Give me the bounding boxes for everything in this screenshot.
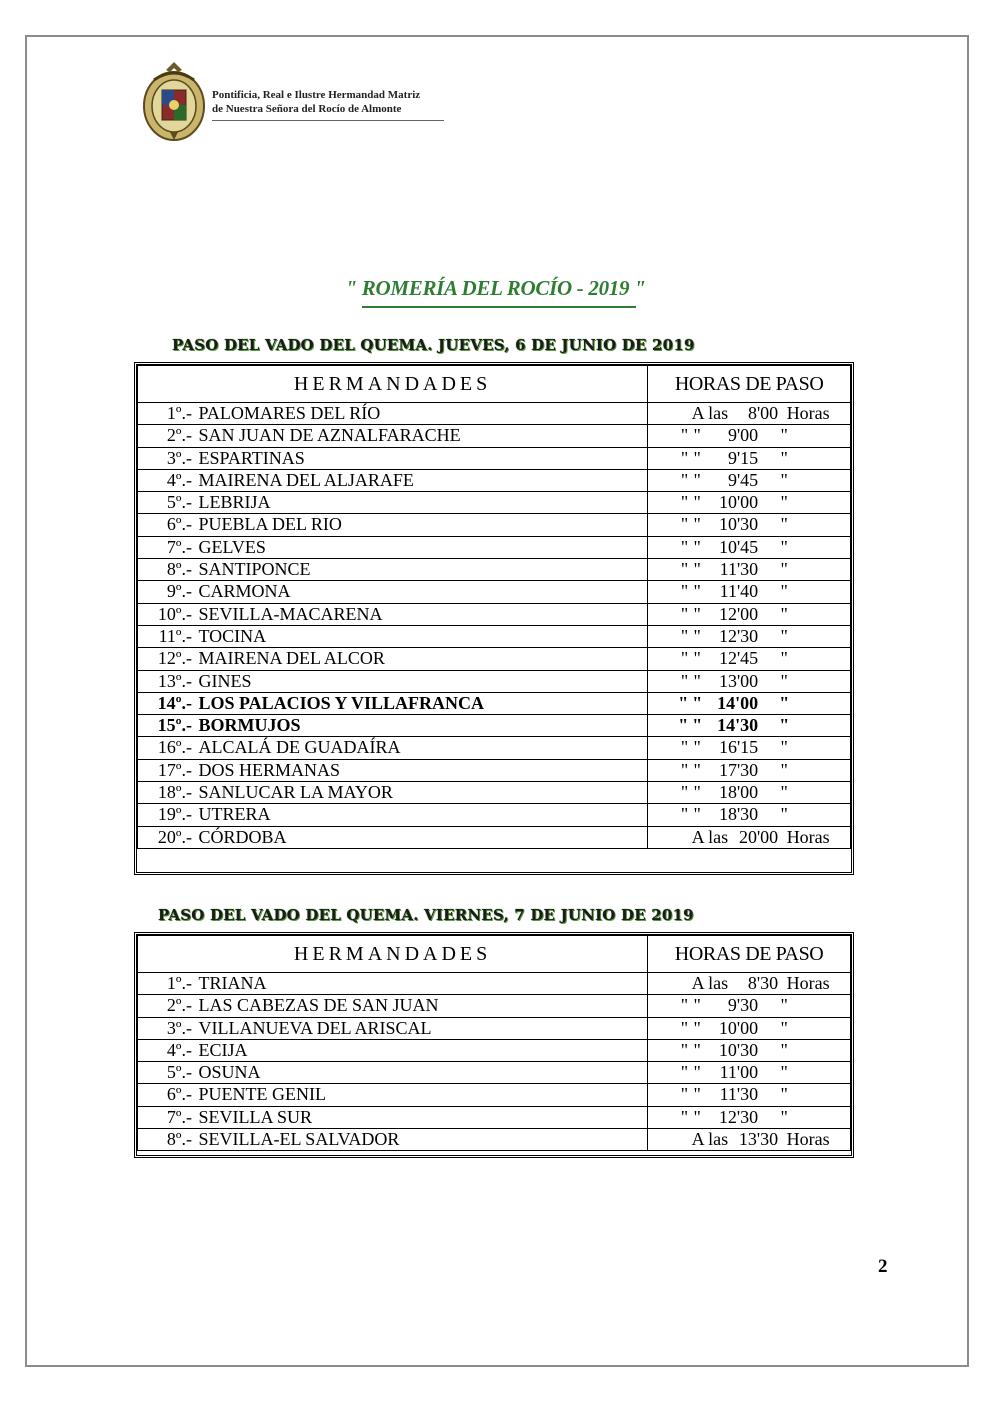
ditto-mark: "	[780, 1106, 788, 1127]
table-row	[138, 1017, 851, 1039]
ditto-mark: "	[680, 425, 689, 446]
ditto-mark: "	[780, 514, 788, 535]
ditto-mark: "	[680, 625, 689, 646]
hermandad-cell	[138, 995, 648, 1017]
time-value: 10'00	[718, 492, 759, 513]
hermandad-name: MAIRENA DEL ALCOR	[198, 648, 385, 669]
hermandad-name: GINES	[198, 670, 252, 691]
hermandad-name: LAS CABEZAS DE SAN JUAN	[198, 995, 439, 1016]
ditto-mark: "	[680, 670, 689, 691]
table-row	[138, 603, 851, 625]
hermandad-cell	[138, 737, 648, 759]
ditto-mark: "	[779, 715, 790, 736]
table-row	[138, 737, 851, 759]
time-value: 13'30	[738, 1129, 779, 1150]
row-number: 5º.-	[166, 492, 192, 513]
schedule-rows	[138, 973, 851, 1151]
time-value: 14'00	[717, 692, 759, 713]
ditto-mark: "	[693, 581, 701, 602]
hermandad-cell	[138, 1017, 648, 1039]
passing-time-cell	[648, 1106, 851, 1128]
hermandad-name: PUEBLA DEL RIO	[198, 514, 342, 535]
hermandad-cell	[138, 759, 648, 781]
hermandad-name: TOCINA	[198, 625, 267, 646]
table-row	[138, 1084, 851, 1106]
ditto-mark: "	[680, 1017, 689, 1038]
hermandad-cell	[138, 692, 648, 714]
passing-time-cell	[648, 536, 851, 558]
time-value: 12'00	[718, 603, 759, 624]
ditto-mark: "	[780, 1084, 788, 1105]
column-header-horas-de-paso: HORAS DE PASO	[648, 936, 851, 973]
hermandad-name: SANLUCAR LA MAYOR	[198, 782, 393, 803]
time-value: 11'30	[719, 1084, 759, 1105]
row-number: 2º.-	[166, 425, 192, 446]
ditto-mark: "	[680, 581, 689, 602]
table-row	[138, 1129, 851, 1151]
ditto-mark: "	[780, 469, 788, 490]
row-number: 17º.-	[157, 759, 192, 780]
hermandad-cell	[138, 973, 648, 995]
hermandad-name: DOS HERMANAS	[198, 759, 341, 780]
ditto-mark: "	[680, 492, 689, 513]
ditto-mark: "	[693, 737, 701, 758]
table-row	[138, 425, 851, 447]
ditto-mark: "	[780, 581, 788, 602]
passing-time-cell	[648, 514, 851, 536]
ditto-mark: "	[680, 759, 689, 780]
row-number: 6º.-	[166, 514, 192, 535]
hermandad-cell	[138, 1062, 648, 1084]
table-row	[138, 715, 851, 737]
ditto-mark: "	[693, 995, 701, 1016]
hermandad-cell	[138, 536, 648, 558]
hermandad-cell	[138, 782, 648, 804]
table-row	[138, 625, 851, 647]
time-value: 11'40	[719, 581, 759, 602]
hermandad-name: PUENTE GENIL	[198, 1084, 326, 1105]
row-number: 3º.-	[166, 1017, 192, 1038]
ditto-mark: "	[692, 715, 703, 736]
table-row	[138, 804, 851, 826]
ditto-mark: "	[693, 514, 701, 535]
hermandad-name: TRIANA	[198, 973, 267, 993]
ditto-mark: "	[693, 559, 701, 580]
hermandad-cell	[138, 492, 648, 514]
hermandad-cell	[138, 804, 648, 826]
ditto-mark: "	[680, 804, 689, 825]
ditto-mark: "	[693, 1062, 701, 1083]
hermandad-name: UTRERA	[198, 804, 271, 825]
hermandad-name: BORMUJOS	[198, 715, 301, 736]
ditto-mark: "	[693, 670, 701, 691]
passing-time-cell	[648, 425, 851, 447]
row-number: 7º.-	[166, 1106, 192, 1127]
hermandad-name: VILLANUEVA DEL ARISCAL	[198, 1017, 432, 1038]
row-number: 7º.-	[166, 536, 192, 557]
time-suffix: Horas	[786, 826, 830, 847]
table-row	[138, 782, 851, 804]
ditto-mark: "	[680, 603, 689, 624]
passing-time-cell	[648, 648, 851, 670]
ditto-mark: "	[693, 1084, 701, 1105]
row-number: 8º.-	[166, 1129, 192, 1150]
row-number: 1º.-	[166, 403, 192, 423]
ditto-mark: "	[680, 514, 689, 535]
table-row	[138, 447, 851, 469]
ditto-mark: "	[780, 737, 788, 758]
time-value: 9'30	[727, 995, 759, 1016]
column-header-hermandades: HERMANDADES	[138, 366, 648, 403]
ditto-mark: "	[780, 1062, 788, 1083]
ditto-mark: "	[680, 1084, 689, 1105]
hermandad-cell	[138, 670, 648, 692]
ditto-mark: "	[680, 1106, 689, 1127]
row-number: 18º.-	[157, 782, 192, 803]
ditto-mark: "	[780, 1017, 788, 1038]
ditto-mark: "	[680, 559, 689, 580]
row-number: 12º.-	[157, 648, 192, 669]
hermandad-cell	[138, 447, 648, 469]
row-number: 8º.-	[166, 559, 192, 580]
hermandad-cell	[138, 603, 648, 625]
hermandad-name: LOS PALACIOS Y VILLAFRANCA	[198, 692, 485, 713]
schedule-table-friday	[134, 932, 854, 1158]
ditto-mark: "	[693, 625, 701, 646]
hermandad-name: GELVES	[198, 536, 266, 557]
hermandad-cell	[138, 715, 648, 737]
ditto-mark: "	[680, 469, 689, 490]
hermandad-name: PALOMARES DEL RÍO	[198, 403, 381, 423]
row-number: 20º.-	[157, 826, 192, 847]
section-heading-thursday: PASO DEL VADO DEL QUEMA. JUEVES, 6 DE JUNIO DE 2019	[172, 336, 695, 354]
time-value: 14'30	[717, 715, 759, 736]
hermandad-name: ALCALÁ DE GUADAÍRA	[198, 737, 401, 758]
table-row	[138, 536, 851, 558]
hermandad-name: ESPARTINAS	[198, 447, 305, 468]
passing-time-cell	[648, 737, 851, 759]
hermandad-name: CÓRDOBA	[198, 826, 287, 847]
ditto-mark: "	[693, 469, 701, 490]
hermandad-cell	[138, 425, 648, 447]
time-value: 9'15	[727, 447, 759, 468]
passing-time-cell	[648, 1062, 851, 1084]
row-number: 2º.-	[166, 995, 192, 1016]
hermandad-cell	[138, 581, 648, 603]
hermandad-cell	[138, 1106, 648, 1128]
table-row	[138, 826, 851, 848]
time-value: 11'00	[719, 1062, 759, 1083]
hermandad-name: SANTIPONCE	[198, 559, 311, 580]
ditto-mark: "	[780, 625, 788, 646]
ditto-mark: "	[780, 804, 788, 825]
hermandad-cell	[138, 514, 648, 536]
ditto-mark: "	[680, 737, 689, 758]
hermandad-name: MAIRENA DEL ALJARAFE	[198, 469, 414, 490]
hermandad-crest-logo	[142, 60, 206, 144]
ditto-mark: "	[680, 1039, 689, 1060]
ditto-mark: "	[680, 447, 689, 468]
passing-time-cell	[648, 581, 851, 603]
time-value: 10'45	[718, 536, 759, 557]
hermandad-cell	[138, 1084, 648, 1106]
ditto-mark: "	[780, 759, 788, 780]
ditto-mark: "	[678, 715, 689, 736]
hermandad-name: SAN JUAN DE AZNALFARACHE	[198, 425, 461, 446]
passing-time-cell	[648, 403, 851, 425]
time-value: 10'30	[718, 514, 759, 535]
ditto-mark: "	[779, 692, 790, 713]
passing-time-cell	[648, 692, 851, 714]
hermandad-name: LEBRIJA	[198, 492, 271, 513]
time-value: 13'00	[718, 670, 759, 691]
time-value: 20'00	[738, 826, 779, 847]
row-number: 1º.-	[166, 973, 192, 993]
organization-name-line2: de Nuestra Señora del Rocío de Almonte	[212, 103, 402, 115]
ditto-mark: "	[780, 559, 788, 580]
ditto-mark: "	[780, 447, 788, 468]
table-row	[138, 492, 851, 514]
column-header-hermandades: HERMANDADES	[138, 936, 648, 973]
time-suffix: Horas	[786, 1129, 830, 1150]
passing-time-cell	[648, 1129, 851, 1151]
ditto-mark: "	[693, 782, 701, 803]
row-number: 16º.-	[157, 737, 192, 758]
row-number: 4º.-	[166, 1039, 192, 1060]
row-number: 3º.-	[166, 447, 192, 468]
ditto-mark: "	[680, 782, 689, 803]
time-value: 17'30	[718, 759, 759, 780]
row-number: 11º.-	[158, 625, 192, 646]
passing-time-cell	[648, 1039, 851, 1061]
ditto-mark: "	[693, 648, 701, 669]
passing-time-cell	[648, 715, 851, 737]
passing-time-cell	[648, 469, 851, 491]
time-value: 11'30	[719, 559, 759, 580]
ditto-mark: "	[693, 759, 701, 780]
time-value: 12'30	[718, 1106, 759, 1127]
ditto-mark: "	[780, 492, 788, 513]
ditto-mark: "	[693, 603, 701, 624]
hermandad-name: CARMONA	[198, 581, 291, 602]
time-value: 8'00	[747, 403, 779, 423]
passing-time-cell	[648, 759, 851, 781]
row-number: 13º.-	[157, 670, 192, 691]
time-value: 12'30	[718, 625, 759, 646]
column-header-horas-de-paso: HORAS DE PASO	[648, 366, 851, 403]
hermandad-cell	[138, 1129, 648, 1151]
page-number: 2	[878, 1256, 888, 1277]
document-title: " ROMERÍA DEL ROCÍO - 2019 "	[345, 276, 646, 300]
title-underline	[362, 306, 636, 308]
passing-time-cell	[648, 804, 851, 826]
passing-time-cell	[648, 559, 851, 581]
passing-time-cell	[648, 670, 851, 692]
passing-time-cell	[648, 782, 851, 804]
time-suffix: Horas	[786, 973, 830, 993]
row-number: 5º.-	[166, 1062, 192, 1083]
passing-time-cell	[648, 1084, 851, 1106]
row-number: 9º.-	[166, 581, 192, 602]
ditto-mark: "	[780, 670, 788, 691]
ditto-mark: "	[780, 782, 788, 803]
passing-time-cell	[648, 973, 851, 995]
table-row	[138, 403, 851, 425]
time-value: 18'00	[718, 782, 759, 803]
row-number: 10º.-	[157, 603, 192, 624]
time-value: 18'30	[718, 804, 759, 825]
ditto-mark: "	[692, 692, 703, 713]
table-row	[138, 648, 851, 670]
passing-time-cell	[648, 603, 851, 625]
passing-time-cell	[648, 1017, 851, 1039]
table-row	[138, 670, 851, 692]
hermandad-name: SEVILLA-EL SALVADOR	[198, 1129, 400, 1150]
schedule-rows	[138, 403, 851, 849]
ditto-mark: "	[680, 648, 689, 669]
table-row	[138, 973, 851, 995]
hermandad-cell	[138, 648, 648, 670]
time-value: 10'00	[718, 1017, 759, 1038]
ditto-mark: "	[780, 1039, 788, 1060]
ditto-mark: "	[780, 995, 788, 1016]
row-number: 6º.-	[166, 1084, 192, 1105]
table-row	[138, 995, 851, 1017]
table-row	[138, 514, 851, 536]
table-row	[138, 1106, 851, 1128]
section-heading-friday: PASO DEL VADO DEL QUEMA. VIERNES, 7 DE JUNIO DE 2019	[158, 906, 694, 924]
passing-time-cell	[648, 625, 851, 647]
hermandad-cell	[138, 469, 648, 491]
ditto-mark: "	[693, 447, 701, 468]
ditto-mark: "	[780, 603, 788, 624]
organization-name	[212, 88, 442, 116]
ditto-mark: "	[693, 492, 701, 513]
ditto-mark: "	[693, 1106, 701, 1127]
ditto-mark: "	[680, 536, 689, 557]
row-number: 15º.-	[157, 715, 192, 736]
hermandad-name: SEVILLA SUR	[198, 1106, 313, 1127]
hermandad-name: OSUNA	[198, 1062, 261, 1083]
time-prefix: A las	[691, 973, 729, 993]
ditto-mark: "	[693, 1017, 701, 1038]
ditto-mark: "	[780, 425, 788, 446]
hermandad-name: ECIJA	[198, 1039, 248, 1060]
ditto-mark: "	[693, 425, 701, 446]
table-row	[138, 469, 851, 491]
time-value: 10'30	[718, 1039, 759, 1060]
time-prefix: A las	[691, 403, 729, 423]
header-rule	[212, 120, 444, 121]
table-row	[138, 692, 851, 714]
hermandad-cell	[138, 559, 648, 581]
ditto-mark: "	[780, 536, 788, 557]
time-value: 12'45	[718, 648, 759, 669]
row-number: 19º.-	[157, 804, 192, 825]
ditto-mark: "	[693, 536, 701, 557]
row-number: 4º.-	[166, 469, 192, 490]
passing-time-cell	[648, 826, 851, 848]
table-row	[138, 759, 851, 781]
time-value: 8'30	[747, 973, 779, 993]
table-row	[138, 581, 851, 603]
ditto-mark: "	[680, 995, 689, 1016]
hermandad-cell	[138, 1039, 648, 1061]
time-prefix: A las	[691, 1129, 729, 1150]
time-value: 16'15	[718, 737, 759, 758]
table-row	[138, 1039, 851, 1061]
time-value: 9'00	[727, 425, 759, 446]
time-prefix: A las	[691, 826, 729, 847]
table-row	[138, 559, 851, 581]
row-number: 14º.-	[157, 692, 192, 713]
hermandad-name: SEVILLA-MACARENA	[198, 603, 383, 624]
hermandad-cell	[138, 403, 648, 425]
organization-name-line1: Pontificia, Real e Ilustre Hermandad Matriz	[212, 89, 421, 101]
passing-time-cell	[648, 492, 851, 514]
time-suffix: Horas	[786, 403, 830, 423]
ditto-mark: "	[680, 1062, 689, 1083]
hermandad-cell	[138, 625, 648, 647]
time-value: 9'45	[727, 469, 759, 490]
ditto-mark: "	[678, 692, 689, 713]
passing-time-cell	[648, 995, 851, 1017]
ditto-mark: "	[780, 648, 788, 669]
hermandad-cell	[138, 826, 648, 848]
passing-time-cell	[648, 447, 851, 469]
ditto-mark: "	[693, 1039, 701, 1060]
ditto-mark: "	[693, 804, 701, 825]
table-row	[138, 1062, 851, 1084]
schedule-table-thursday	[134, 362, 854, 875]
